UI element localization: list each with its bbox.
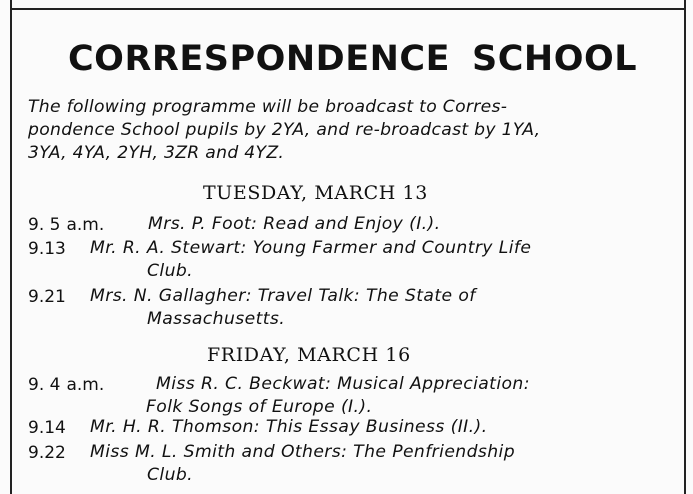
programme-entry [90, 237, 531, 283]
entry-line: Club. [147, 465, 194, 485]
entry-line: Mr. R. A. Stewart: Young Farmer and Country Life [90, 238, 532, 258]
entry-line: Massachusetts. [147, 309, 286, 329]
entry-line: Folk Songs of Europe (I.). [146, 397, 373, 417]
intro-line: pondence School pupils by 2YA, and re-broadcast by 1YA, [28, 120, 541, 140]
time-value: 9. 5 [28, 215, 61, 235]
top-border-rule [10, 8, 686, 10]
programme-entry [90, 416, 487, 439]
page-title [68, 39, 638, 79]
time-ampm: a.m. [66, 375, 105, 395]
programme-entry [146, 373, 530, 419]
day-heading-friday: FRIDAY, MARCH 16 [207, 344, 411, 366]
entry-time [28, 377, 104, 394]
entry-time [28, 289, 66, 306]
entry-time [28, 445, 66, 462]
programme-entry [148, 213, 441, 236]
right-border-rule [684, 0, 686, 494]
day-heading-tuesday: TUESDAY, MARCH 13 [203, 182, 428, 204]
entry-time [28, 420, 66, 437]
entry-line: Club. [147, 261, 194, 281]
entry-line: Miss M. L. Smith and Others: The Penfriendship [90, 442, 516, 462]
time-ampm: a.m. [66, 215, 105, 235]
time-value: 9. 4 [28, 375, 61, 395]
entry-line: Mrs. N. Gallagher: Travel Talk: The State of [90, 286, 476, 306]
intro-line: The following programme will be broadcast to Corres- [28, 97, 508, 117]
programme-entry [90, 285, 476, 331]
time-value: 9.22 [28, 443, 66, 463]
intro-line: 3YA, 4YA, 2YH, 3ZR and 4YZ. [28, 143, 285, 163]
entry-time [28, 241, 66, 258]
entry-line: Mrs. P. Foot: Read and Enjoy (I.). [148, 214, 441, 234]
programme-entry [90, 441, 515, 487]
title-word-school: SCHOOL [472, 39, 638, 79]
intro-paragraph [28, 96, 658, 165]
entry-line: Miss R. C. Beckwat: Musical Appreciation: [156, 374, 530, 394]
time-value: 9.21 [28, 287, 66, 307]
title-word-correspondence: CORRESPONDENCE [68, 39, 451, 79]
entry-time [28, 217, 104, 234]
time-value: 9.14 [28, 418, 66, 438]
left-border-rule [10, 0, 12, 494]
time-value: 9.13 [28, 239, 66, 259]
entry-line: Mr. H. R. Thomson: This Essay Business (II.). [90, 417, 488, 437]
